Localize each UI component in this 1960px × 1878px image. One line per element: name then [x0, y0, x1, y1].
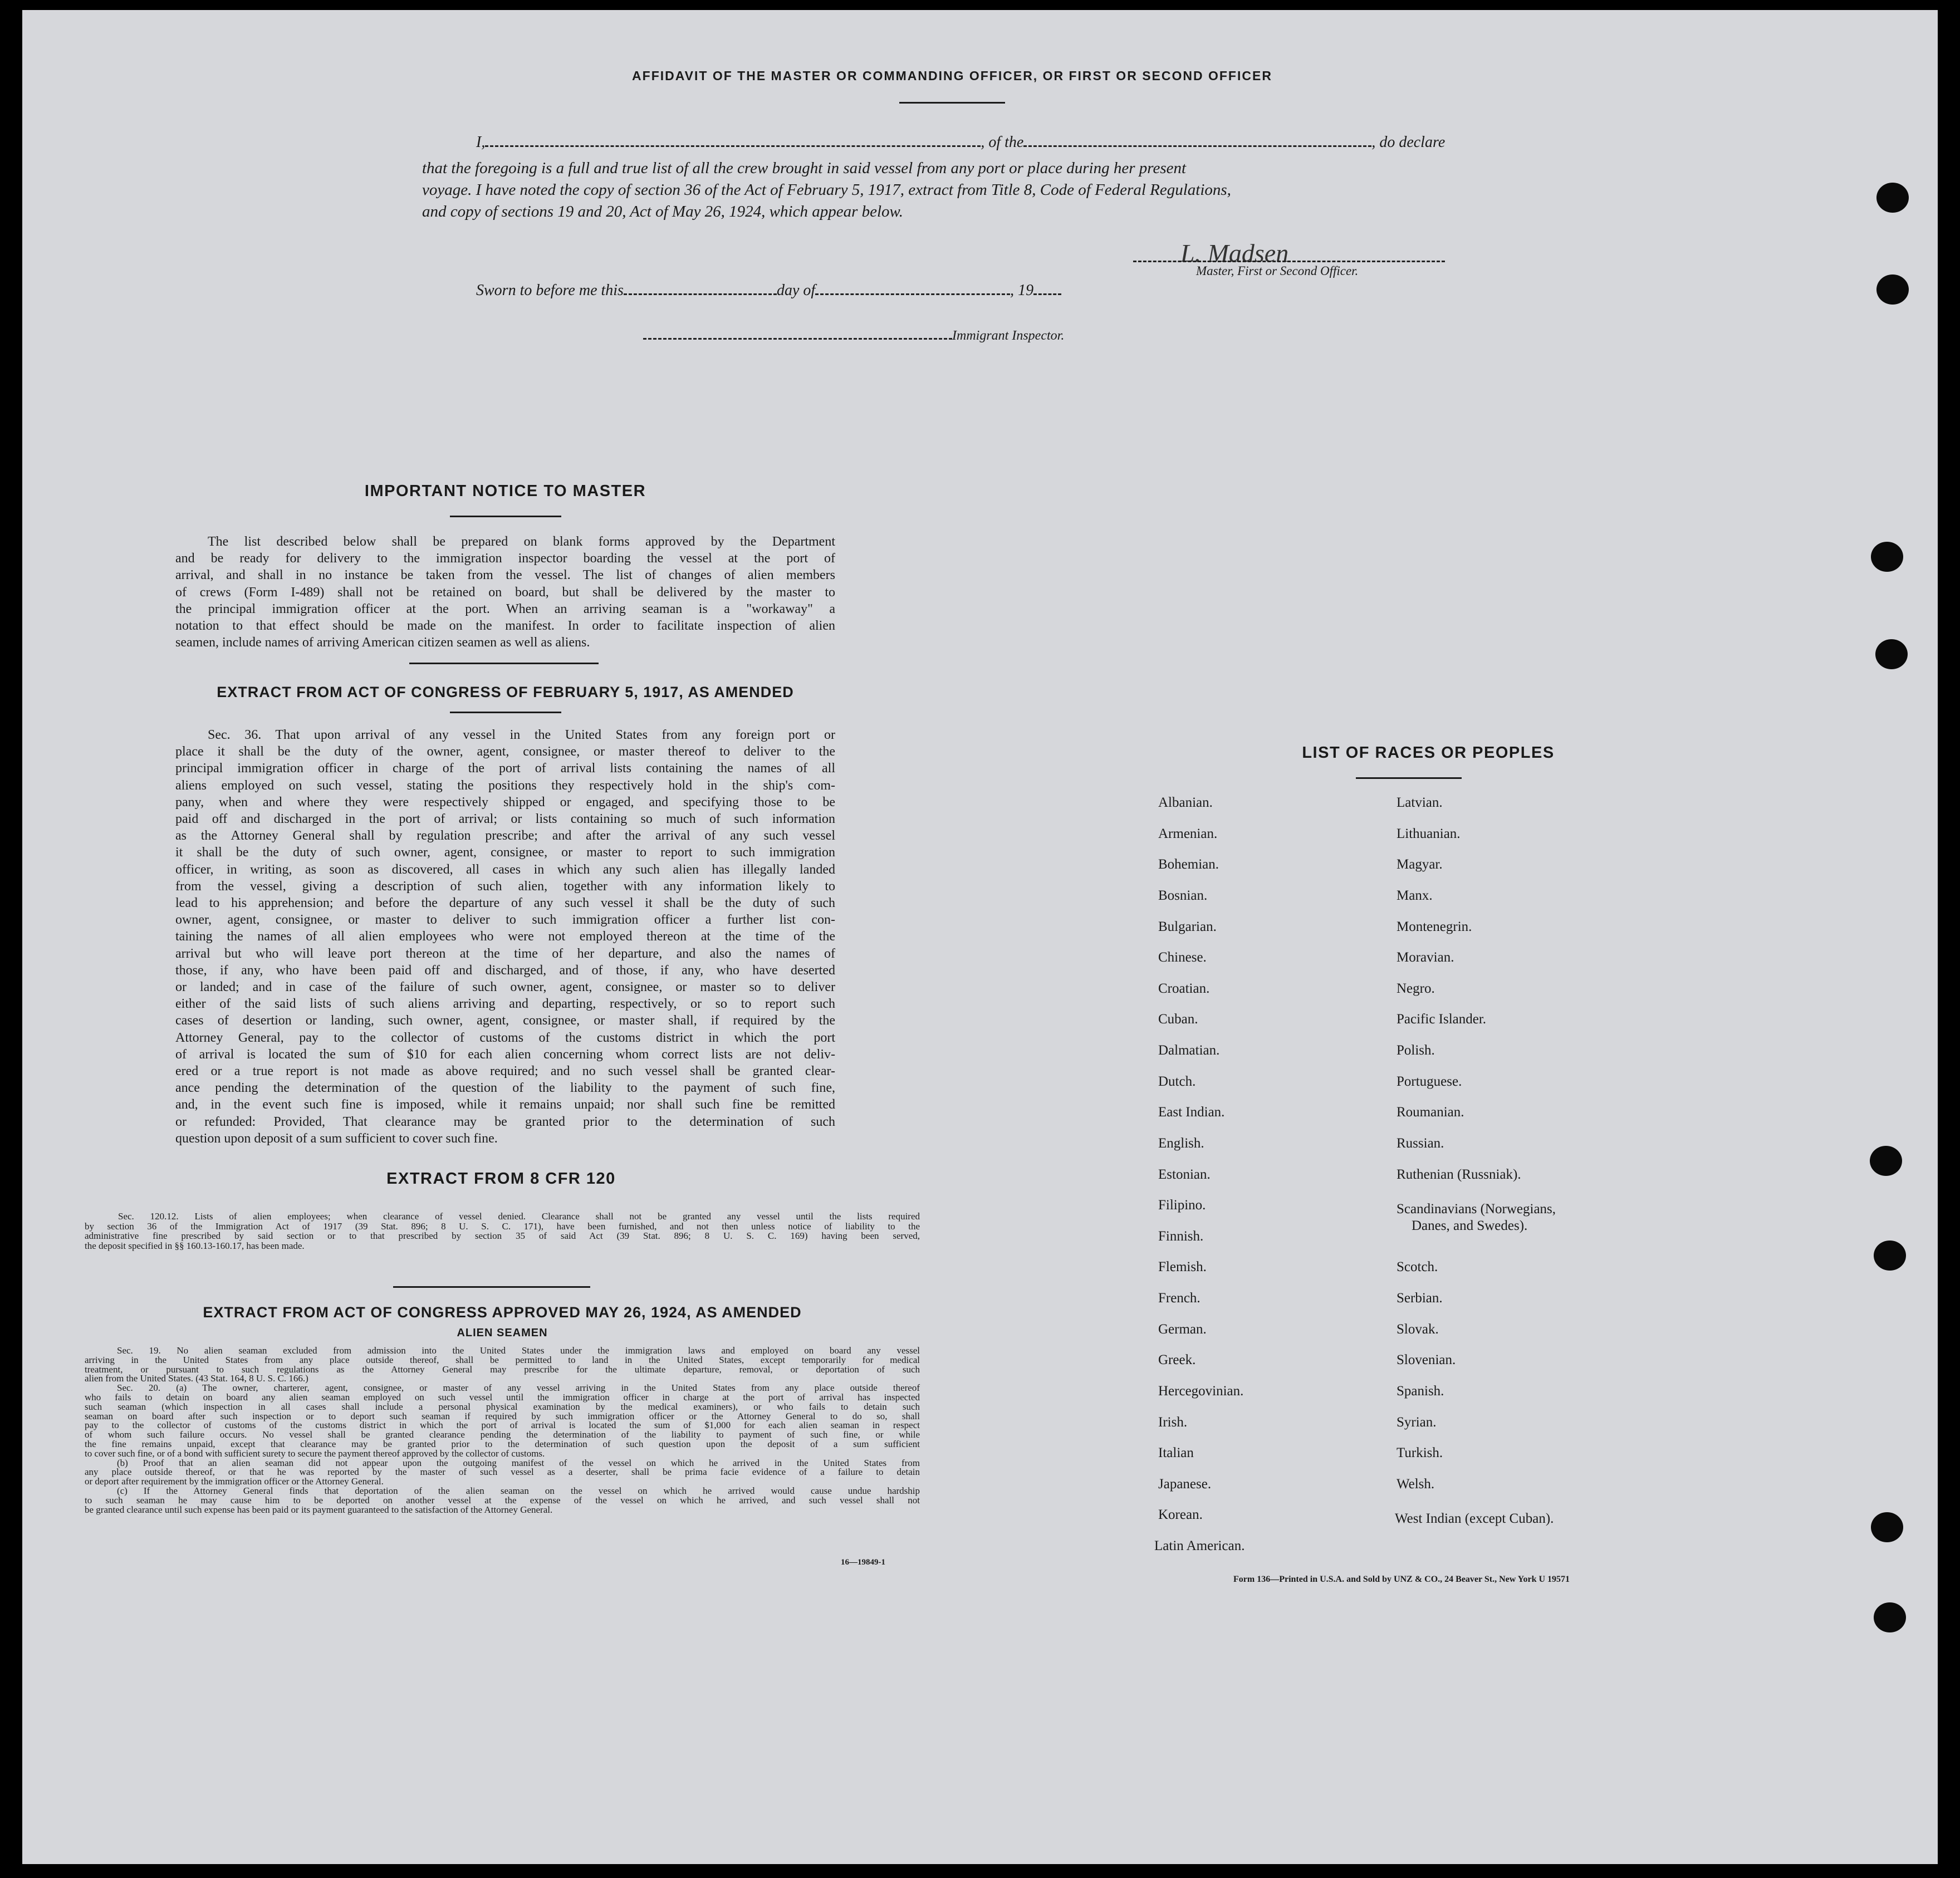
binder-hole — [1876, 274, 1909, 305]
act-1917-title-rule — [450, 712, 561, 713]
race-item: Slovak. — [1396, 1322, 1439, 1337]
affidavit-title: AFFIDAVIT OF THE MASTER OR COMMANDING OFFICER, OR FIRST OR SECOND OFFICER — [632, 68, 1272, 83]
act-1917-line: paid off and discharged in the port of arrival; or lists containing so much of such information — [175, 812, 835, 827]
act-1924-line: pay to the collector of customs of the customs district in which the port of arrival is located the sum of $1,000 for each alien seaman in respect — [85, 1420, 920, 1431]
name-blank — [485, 144, 981, 147]
race-item: Japanese. — [1158, 1477, 1212, 1492]
race-item: Lithuanian. — [1396, 826, 1461, 841]
act-1924-line: treatment, or pursuant to such regulations as the Attorney General may prescribe for the ultimate departure, removal, or deportation of such — [85, 1364, 920, 1375]
race-item: Turkish. — [1396, 1445, 1443, 1460]
notice-line: and be ready for delivery to the immigration inspector boarding the vessel at the port of — [175, 551, 835, 566]
cfr-line: the deposit specified in §§ 160.13-160.17, has been made. — [85, 1240, 305, 1251]
master-signature: L. Madsen — [1180, 239, 1289, 267]
binder-hole — [1871, 542, 1903, 572]
binder-hole — [1874, 1240, 1906, 1271]
act-1917-line: Attorney General, pay to the collector of customs of the customs district in which the port — [175, 1030, 835, 1045]
race-item: Montenegrin. — [1396, 919, 1472, 934]
race-item: Croatian. — [1158, 981, 1210, 996]
affidavit-line-2: voyage. I have noted the copy of section 36 of the Act of February 5, 1917, extract from Title 8, Code of Federal Regulations, — [422, 181, 1231, 199]
act-1924-line: arriving in the United States from any place outside thereof, shall be permitted to land in the United States, except temporarily for medical — [85, 1354, 920, 1365]
act-1917-line: owner, agent, consignee, or master to deliver to such immigration officer a further list con- — [175, 913, 835, 928]
race-item: Irish. — [1158, 1415, 1188, 1430]
race-item: Finnish. — [1158, 1229, 1204, 1244]
act-1917-line: taining the names of all alien employees who were not employed thereon at the time of the — [175, 929, 835, 944]
day-of-label: day of — [776, 282, 816, 299]
cfr-body — [85, 1212, 920, 1251]
act-1924-line: (c) If the Attorney General finds that deportation of the alien seaman on the vessel on which he arrived would cause undue hardship — [117, 1485, 920, 1496]
race-item: Moravian. — [1396, 950, 1454, 965]
binder-hole — [1874, 1602, 1906, 1632]
act-1917-line: principal immigration officer in charge of the port of arrival lists containing the names of all — [175, 761, 835, 776]
affidavit-of-the: , of the — [981, 134, 1024, 151]
act-1924-line: any place outside thereof, or that he was reported by the master of such vessel as a deserter, shall be prima facie evidence of a failure to detain — [85, 1467, 920, 1478]
race-item: West Indian (except Cuban). — [1395, 1511, 1554, 1526]
notice-line: The list described below shall be prepared on blank forms approved by the Department — [208, 535, 835, 549]
race-item: Bosnian. — [1158, 888, 1208, 903]
act-1924-line: Sec. 19. No alien seaman excluded from admission into the United States under the immigration laws and employed on board any vessel — [117, 1345, 920, 1356]
race-item: Latvian. — [1396, 795, 1443, 810]
race-item: Polish. — [1396, 1043, 1435, 1058]
vessel-blank — [1023, 144, 1371, 147]
inspector-blank — [643, 337, 952, 340]
act-1924-subtitle: ALIEN SEAMEN — [457, 1327, 548, 1339]
signature-caption: Master, First or Second Officer. — [1196, 264, 1359, 278]
act-1917-line: as the Attorney General shall by regulation prescribe; and after the arrival of any such vessel — [175, 828, 835, 844]
notice-line: arrival, and shall in no instance be taken from the vessel. The list of changes of alien members — [175, 568, 835, 583]
act-1917-line: arrival but who will leave port thereon at the time of her departure, and also the names of — [175, 946, 835, 961]
race-item: Estonian. — [1158, 1167, 1211, 1182]
race-item: East Indian. — [1158, 1105, 1225, 1120]
notice-body — [175, 533, 835, 651]
notice-title: IMPORTANT NOTICE TO MASTER — [364, 482, 646, 500]
act-1917-line: Sec. 36. That upon arrival of any vessel in the United States from any foreign port or — [208, 728, 835, 742]
act-1917-line: pany, when and where they were respectively shipped or engaged, and specifying those to be — [175, 795, 835, 810]
printer-footer: Form 136—Printed in U.S.A. and Sold by UNZ & CO., 24 Beaver St., New York U 19571 — [1233, 1575, 1570, 1584]
race-item: Bohemian. — [1158, 857, 1219, 872]
affidavit-declare-line — [476, 134, 1503, 151]
notice-line: notation to that effect should be made on the manifest. In order to facilitate inspection of alien — [175, 619, 835, 634]
race-item: Syrian. — [1396, 1415, 1437, 1430]
binder-hole — [1871, 1512, 1903, 1542]
sworn-year-blank — [1033, 292, 1061, 295]
act-1917-title: EXTRACT FROM ACT OF CONGRESS OF FEBRUARY 5, 1917, AS AMENDED — [217, 684, 794, 700]
affidavit-i: I, — [476, 134, 486, 151]
affidavit-do-declare: , do declare — [1371, 134, 1445, 151]
race-item: Latin American. — [1154, 1538, 1245, 1553]
inspector-line — [643, 328, 1064, 344]
sworn-line — [476, 282, 1200, 300]
sworn-month-blank — [815, 292, 1010, 295]
race-item: Dalmatian. — [1158, 1043, 1220, 1058]
act-1917-line: or landed; and in case of the failure of such owner, agent, consignee, or master so to deliver — [175, 980, 835, 995]
race-item: French. — [1158, 1291, 1200, 1306]
race-item: Hercegovinian. — [1158, 1384, 1244, 1399]
act-1917-line: officer, in writing, as soon as discovered, all cases in which any such alien has illegally landed — [175, 862, 835, 877]
race-item: Slovenian. — [1396, 1352, 1456, 1367]
races-title: LIST OF RACES OR PEOPLES — [1302, 744, 1555, 762]
act-1924-line: who fails to detain on board any alien seaman employed on such vessel until the immigration officer in charge at the port of arrival has inspected — [85, 1391, 920, 1403]
race-item: Albanian. — [1158, 795, 1213, 810]
race-item: Bulgarian. — [1158, 919, 1217, 934]
race-item: Portuguese. — [1396, 1074, 1462, 1089]
act-1924-line: be granted clearance until such expense has been paid or its payment guaranteed to the satisfaction of the Attorney General. — [85, 1504, 553, 1515]
race-item: Dutch. — [1158, 1074, 1196, 1089]
race-item: Negro. — [1396, 981, 1435, 996]
affidavit-line-1: that the foregoing is a full and true list of all the crew brought in said vessel from any port or place during her present — [422, 159, 1187, 177]
race-item: Ruthenian (Russniak). — [1396, 1167, 1521, 1182]
race-item: Danes, and Swedes). — [1412, 1218, 1528, 1233]
sworn-day-blank — [624, 292, 777, 295]
cfr-line: Sec. 120.12. Lists of alien employees; when clearance of vessel denied. Clearance shall not be granted any vessel until the lists required — [118, 1211, 920, 1222]
act-1917-line: ance pending the determination of the question of the liability to the payment of such fine, — [175, 1081, 835, 1096]
notice-end-rule — [409, 663, 599, 664]
cfr-title: EXTRACT FROM 8 CFR 120 — [386, 1170, 616, 1188]
act-1924-line: Sec. 20. (a) The owner, charterer, agent, consignee, or master of any vessel arriving in the United States from any place outside thereof — [117, 1382, 920, 1394]
act-1917-line: or refunded: Provided, That clearance may be granted prior to the determination of such — [175, 1114, 835, 1129]
act-1924-line: seaman on board after such inspection or to deport such seaman if required by such immigration officer or the Attorney General to do so, shall — [85, 1410, 920, 1421]
cfr-line: administrative fine prescribed by said section or to that prescribed by section 35 of said Act (39 Stat. 896; 8 U. S. C. 169) having been served, — [85, 1230, 920, 1241]
act-1924-line: to such seaman he may cause him to be deported on another vessel at the expense of the vessel on which he arrived, and such vessel shall not — [85, 1494, 920, 1506]
race-item: Filipino. — [1158, 1198, 1206, 1213]
act-1917-line: place it shall be the duty of the owner, agent, consignee, or master thereof to deliver to the — [175, 744, 835, 759]
act-1924-line: or deport after requirement by the immigration officer or the Attorney General. — [85, 1476, 384, 1487]
act-1917-line: either of the said lists of such aliens arriving and departing, respectively, or so to report such — [175, 997, 835, 1012]
race-item: Magyar. — [1396, 857, 1443, 872]
race-item: Chinese. — [1158, 950, 1207, 965]
race-item: Scandinavians (Norwegians, — [1396, 1202, 1556, 1217]
act-1924-line: alien from the United States. (43 Stat. 164, 8 U. S. C. 166.) — [85, 1373, 308, 1384]
act-1917-line: and, in the event such fine is imposed, while it remains unpaid; nor shall such fine be remitted — [175, 1097, 835, 1112]
act-1924-body — [85, 1346, 920, 1514]
binder-hole — [1870, 1146, 1902, 1176]
binder-hole — [1875, 639, 1908, 669]
act-1924-line: such seaman (which inspection in all cases shall include a personal physical examination by the medical examiners), or who fails to detain such — [85, 1401, 920, 1412]
race-item: Pacific Islander. — [1396, 1012, 1487, 1027]
binder-hole — [1876, 183, 1909, 213]
act-1917-line: aliens employed on such vessel, stating the positions they respectively hold in the ship's com- — [175, 778, 835, 793]
act-1924-title: EXTRACT FROM ACT OF CONGRESS APPROVED MAY 26, 1924, AS AMENDED — [203, 1304, 802, 1321]
race-item: Korean. — [1158, 1507, 1203, 1522]
race-item: English. — [1158, 1136, 1204, 1151]
act-1924-line: the fine remains unpaid, except that clearance may be granted prior to the determination of such question upon the deposit of a sum sufficient — [85, 1438, 920, 1449]
act-1917-line: from the vessel, giving a description of such alien, together with any information likely to — [175, 879, 835, 894]
race-item: Welsh. — [1396, 1477, 1435, 1492]
race-item: Serbian. — [1396, 1291, 1443, 1306]
race-item: Italian — [1158, 1445, 1194, 1460]
notice-line: of crews (Form I-489) shall not be retained on board, but shall be delivered by the master to — [175, 585, 835, 600]
act-1917-line: those, if any, who have been paid off and discharged, and of those, if any, who have deserted — [175, 963, 835, 978]
race-item: Manx. — [1396, 888, 1433, 903]
year-label: , 19 — [1010, 282, 1034, 299]
signature-line — [1133, 261, 1445, 262]
race-item: Roumanian. — [1396, 1105, 1464, 1120]
race-item: German. — [1158, 1322, 1207, 1337]
act-1917-line: lead to his apprehension; and before the departure of any such vessel it shall be the duty of such — [175, 896, 835, 911]
act-1924-line: of whom such failure occurs. No vessel shall be granted clearance pending the determination of the liability to payment of such fine, or while — [85, 1429, 920, 1440]
act-1917-line: ered or a true report is not made as above required; and no such vessel shall be granted clear- — [175, 1064, 835, 1079]
races-title-rule — [1356, 777, 1462, 779]
inspector-caption: Immigrant Inspector. — [952, 328, 1065, 343]
race-item: Cuban. — [1158, 1012, 1198, 1027]
race-item: Spanish. — [1396, 1384, 1444, 1399]
act-1917-body — [175, 727, 835, 1147]
notice-line: the principal immigration officer at the port. When an arriving seaman is a "workaway" a — [175, 601, 835, 616]
form-code: 16—19849-1 — [841, 1558, 885, 1567]
act-1917-line: of arrival is located the sum of $10 for each alien concerning whom correct lists are not deliv- — [175, 1047, 835, 1062]
act-1924-line: to cover such fine, or of a bond with sufficient surety to secure the payment thereof approved by the collector of customs. — [85, 1448, 545, 1459]
race-item: Scotch. — [1396, 1259, 1438, 1274]
act-1917-line: cases of desertion or landing, such owner, agent, consignee, or master shall, if required by the — [175, 1013, 835, 1028]
cfr-end-rule — [393, 1286, 590, 1288]
affidavit-line-3: and copy of sections 19 and 20, Act of May 26, 1924, which appear below. — [422, 203, 903, 220]
notice-title-rule — [450, 516, 561, 517]
race-item: Russian. — [1396, 1136, 1444, 1151]
race-item: Armenian. — [1158, 826, 1218, 841]
act-1917-line: it shall be the duty of such owner, agent, consignee, or master to report to such immigration — [175, 845, 835, 860]
act-1917-line: question upon deposit of a sum sufficient to cover such fine. — [175, 1131, 498, 1146]
race-item: Flemish. — [1158, 1259, 1207, 1274]
cfr-line: by section 36 of the Immigration Act of 1917 (39 Stat. 896; 8 U. S. C. 171), have been furnished, and not then unless notice of liability to the — [85, 1220, 920, 1232]
notice-line: seamen, include names of arriving American citizen seamen as well as aliens. — [175, 635, 590, 650]
race-item: Greek. — [1158, 1352, 1196, 1367]
affidavit-title-rule — [899, 102, 1005, 104]
act-1924-line: (b) Proof that an alien seaman did not appear upon the outgoing manifest of the vessel on which he arrived in the United States from — [117, 1457, 920, 1468]
document-page — [22, 10, 1938, 1864]
sworn-label: Sworn to before me this — [476, 282, 624, 299]
